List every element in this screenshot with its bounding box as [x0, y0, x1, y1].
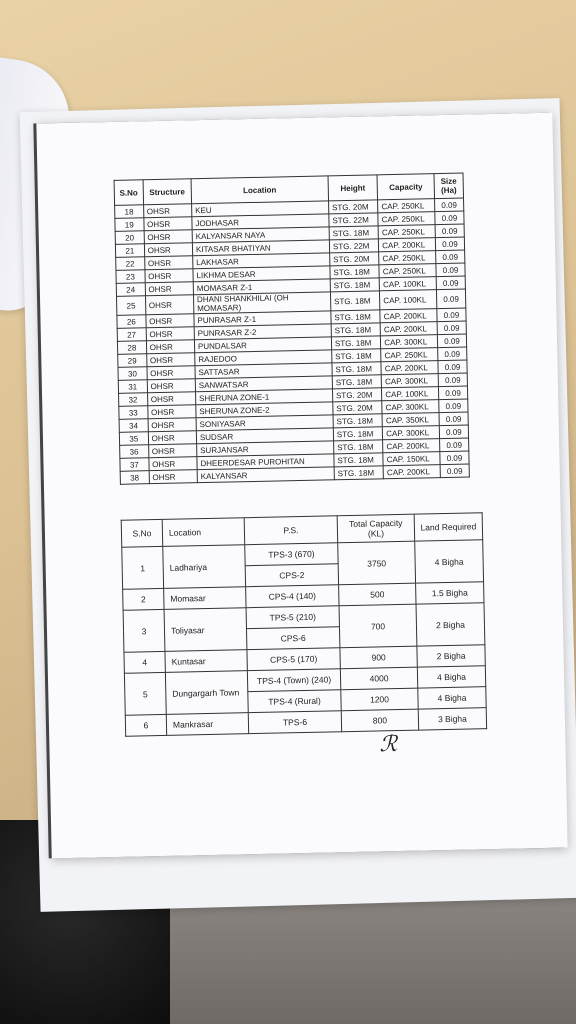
- cell-structure: OHSR: [149, 457, 198, 471]
- cell-structure: OHSR: [146, 340, 195, 354]
- cell-ps: TPS-4 (Rural): [248, 690, 341, 713]
- header-sno: S.No: [121, 519, 163, 547]
- cell-structure: OHSR: [149, 470, 198, 484]
- cell-height: STG. 18M: [331, 310, 381, 324]
- cell-structure: OHSR: [145, 269, 194, 283]
- header-total-capacity: Total Capacity (KL): [337, 514, 415, 543]
- cell-total-capacity: 4000: [340, 667, 417, 690]
- cell-sno: 26: [117, 315, 146, 329]
- cell-location: SATTASAR: [195, 363, 332, 379]
- cell-sno: 35: [119, 432, 148, 446]
- cell-size: 0.09: [438, 373, 467, 387]
- pump-station-table: [121, 512, 487, 737]
- cell-structure: OHSR: [147, 405, 196, 419]
- cell-capacity: CAP. 300KL: [382, 400, 439, 414]
- cell-sno: 30: [118, 367, 147, 381]
- cell-capacity: CAP. 100KL: [380, 290, 437, 310]
- cell-height: STG. 20M: [332, 388, 382, 402]
- cell-location: DHANI SHANKHILAI (OH MOMASAR): [193, 292, 330, 314]
- cell-capacity: CAP. 100KL: [379, 277, 436, 291]
- cell-total-capacity: 700: [339, 604, 417, 648]
- cell-size: 0.09: [435, 224, 464, 238]
- header-location: Location: [162, 518, 245, 547]
- cell-structure: OHSR: [145, 295, 194, 315]
- cell-height: STG. 20M: [330, 252, 380, 266]
- cell-size: 0.09: [436, 289, 465, 309]
- cell-capacity: CAP. 300KL: [381, 335, 438, 349]
- cell-sno: 38: [120, 471, 149, 485]
- cell-structure: OHSR: [143, 204, 192, 218]
- cell-size: 0.09: [440, 451, 469, 465]
- cell-ps: TPS-4 (Town) (240): [247, 669, 340, 692]
- cell-capacity: CAP. 300KL: [381, 374, 438, 388]
- cell-capacity: CAP. 150KL: [383, 452, 440, 466]
- cell-structure: OHSR: [144, 243, 193, 257]
- cell-height: STG. 22M: [329, 213, 379, 227]
- cell-height: STG. 18M: [331, 336, 381, 350]
- cell-location: PUNRASAR Z-1: [194, 311, 331, 327]
- cell-location: KALYANSAR NAYA: [192, 227, 329, 243]
- cell-total-capacity: 500: [339, 583, 416, 606]
- cell-structure: OHSR: [146, 327, 195, 341]
- cell-location: KALYANSAR: [197, 467, 334, 483]
- cell-location: PUNRASAR Z-2: [194, 324, 331, 340]
- header-sno: S.No: [114, 180, 143, 206]
- cell-location: SUDSAR: [196, 428, 333, 444]
- cell-height: STG. 18M: [332, 362, 382, 376]
- cell-land-required: 1.5 Bigha: [416, 582, 484, 604]
- cell-sno: 5: [124, 672, 166, 715]
- cell-height: STG. 20M: [328, 200, 378, 214]
- cell-total-capacity: 800: [341, 709, 418, 732]
- cell-sno: 6: [125, 714, 166, 736]
- cell-capacity: CAP. 250KL: [379, 251, 436, 265]
- header-capacity: Capacity: [377, 174, 434, 200]
- cell-sno: 3: [123, 609, 165, 652]
- cell-ps: TPS-3 (670): [245, 543, 338, 566]
- cell-capacity: CAP. 250KL: [379, 264, 436, 278]
- cell-location: MOMASAR Z-1: [193, 279, 330, 295]
- cell-land-required: 2 Bigha: [416, 603, 485, 646]
- cell-sno: 20: [115, 231, 144, 245]
- cell-structure: OHSR: [148, 444, 197, 458]
- cell-height: STG. 18M: [330, 265, 380, 279]
- cell-sno: 27: [117, 328, 146, 342]
- cell-capacity: CAP. 250KL: [381, 348, 438, 362]
- cell-ps: TPS-6: [248, 711, 341, 734]
- cell-capacity: CAP. 200KL: [383, 465, 440, 479]
- cell-total-capacity: 3750: [338, 541, 416, 585]
- cell-size: 0.09: [435, 198, 464, 212]
- cell-size: 0.09: [437, 334, 466, 348]
- cell-structure: OHSR: [143, 217, 192, 231]
- cell-location: Mankrasar: [166, 713, 248, 736]
- cell-sno: 33: [119, 406, 148, 420]
- cell-sno: 22: [116, 257, 145, 271]
- cell-size: 0.09: [438, 386, 467, 400]
- cell-size: 0.09: [438, 360, 467, 374]
- cell-height: STG. 18M: [333, 427, 383, 441]
- cell-capacity: CAP. 200KL: [380, 322, 437, 336]
- cell-capacity: CAP. 350KL: [382, 413, 439, 427]
- cell-sno: 21: [115, 244, 144, 258]
- cell-size: 0.09: [435, 237, 464, 251]
- cell-location: SONIYASAR: [196, 415, 333, 431]
- cell-size: 0.09: [439, 399, 468, 413]
- cell-size: 0.09: [437, 308, 466, 322]
- cell-ps: CPS-6: [246, 627, 339, 650]
- cell-total-capacity: 900: [340, 646, 417, 669]
- cell-structure: OHSR: [144, 256, 193, 270]
- cell-structure: OHSR: [147, 366, 196, 380]
- cell-sno: 19: [115, 218, 144, 232]
- header-land-required: Land Required: [414, 513, 483, 541]
- cell-capacity: CAP. 200KL: [383, 439, 440, 453]
- cell-height: STG. 18M: [330, 278, 380, 292]
- cell-size: 0.09: [439, 412, 468, 426]
- cell-sno: 18: [115, 205, 144, 219]
- cell-land-required: 4 Bigha: [417, 666, 485, 688]
- cell-capacity: CAP. 250KL: [378, 225, 435, 239]
- cell-height: STG. 18M: [334, 453, 384, 467]
- cell-height: STG. 18M: [331, 323, 381, 337]
- signature-mark: ℛ: [379, 732, 398, 758]
- cell-size: 0.09: [436, 263, 465, 277]
- cell-sno: 36: [120, 445, 149, 459]
- cell-ps: TPS-5 (210): [246, 606, 339, 629]
- header-height: Height: [328, 175, 378, 201]
- cell-ps: CPS-5 (170): [247, 648, 340, 671]
- cell-structure: OHSR: [145, 282, 194, 296]
- cell-sno: 2: [123, 588, 164, 610]
- cell-location: DHEERDESAR PUROHITAN: [197, 454, 334, 470]
- cell-capacity: CAP. 100KL: [382, 387, 439, 401]
- cell-capacity: CAP. 200KL: [380, 309, 437, 323]
- document-page: [36, 113, 567, 859]
- cell-height: STG. 18M: [334, 466, 384, 480]
- cell-ps: CPS-4 (140): [246, 585, 339, 608]
- cell-sno: 37: [120, 458, 149, 472]
- cell-location: RAJEDOO: [195, 350, 332, 366]
- cell-height: STG. 18M: [332, 375, 382, 389]
- cell-structure: OHSR: [146, 314, 195, 328]
- cell-size: 0.09: [436, 250, 465, 264]
- cell-land-required: 4 Bigha: [418, 687, 486, 709]
- cell-capacity: CAP. 300KL: [383, 426, 440, 440]
- cell-height: STG. 18M: [332, 349, 382, 363]
- cell-location: PUNDALSAR: [194, 337, 331, 353]
- cell-sno: 24: [116, 283, 145, 297]
- cell-size: 0.09: [438, 347, 467, 361]
- header-ps: P.S.: [244, 516, 338, 545]
- cell-sno: 32: [119, 393, 148, 407]
- cell-location: SHERUNA ZONE-2: [196, 402, 333, 418]
- cell-location: Toliyasar: [164, 608, 247, 652]
- cell-location: SHERUNA ZONE-1: [195, 389, 332, 405]
- cell-location: JODHASAR: [192, 214, 329, 230]
- cell-sno: 28: [117, 341, 146, 355]
- cell-size: 0.09: [436, 276, 465, 290]
- cell-location: KEU: [191, 201, 328, 217]
- cell-location: Momasar: [164, 587, 246, 610]
- cell-size: 0.09: [437, 321, 466, 335]
- structure-table: [114, 173, 470, 485]
- cell-location: LIKHMA DESAR: [193, 266, 330, 282]
- cell-structure: OHSR: [148, 418, 197, 432]
- cell-height: STG. 22M: [329, 239, 379, 253]
- cell-location: Kuntasar: [165, 650, 247, 673]
- cell-size: 0.09: [435, 211, 464, 225]
- cell-land-required: 4 Bigha: [415, 540, 484, 583]
- header-size: Size (Ha): [434, 173, 464, 199]
- cell-size: 0.09: [440, 464, 469, 478]
- cell-structure: OHSR: [147, 379, 196, 393]
- cell-location: SURJANSAR: [197, 441, 334, 457]
- cell-size: 0.09: [440, 438, 469, 452]
- cell-structure: OHSR: [148, 431, 197, 445]
- cell-height: STG. 18M: [333, 440, 383, 454]
- cell-location: LAKHASAR: [193, 253, 330, 269]
- cell-capacity: CAP. 250KL: [378, 212, 435, 226]
- cell-sno: 1: [122, 546, 164, 589]
- cell-structure: OHSR: [144, 230, 193, 244]
- cell-sno: 31: [118, 380, 147, 394]
- cell-size: 0.09: [439, 425, 468, 439]
- cell-land-required: 2 Bigha: [417, 645, 485, 667]
- cell-capacity: CAP. 200KL: [381, 361, 438, 375]
- cell-location: KITASAR BHATIYAN: [192, 240, 329, 256]
- cell-location: SANWATSAR: [195, 376, 332, 392]
- cell-location: Dungargarh Town: [165, 671, 248, 715]
- cell-height: STG. 20M: [333, 401, 383, 415]
- cell-structure: OHSR: [147, 392, 196, 406]
- header-location: Location: [191, 176, 328, 204]
- cell-structure: OHSR: [146, 353, 195, 367]
- cell-sno: 23: [116, 270, 145, 284]
- cell-sno: 34: [119, 419, 148, 433]
- cell-sno: 29: [118, 354, 147, 368]
- cell-height: STG. 18M: [333, 414, 383, 428]
- cell-capacity: CAP. 200KL: [379, 238, 436, 252]
- cell-height: STG. 18M: [329, 226, 379, 240]
- cell-sno: 25: [116, 296, 145, 316]
- cell-total-capacity: 1200: [341, 688, 418, 711]
- cell-location: Ladhariya: [163, 545, 246, 589]
- cell-ps: CPS-2: [245, 564, 338, 587]
- cell-height: STG. 18M: [330, 291, 380, 311]
- cell-sno: 4: [124, 651, 165, 673]
- header-structure: Structure: [143, 179, 192, 205]
- cell-land-required: 3 Bigha: [418, 708, 486, 730]
- cell-capacity: CAP. 250KL: [378, 199, 435, 213]
